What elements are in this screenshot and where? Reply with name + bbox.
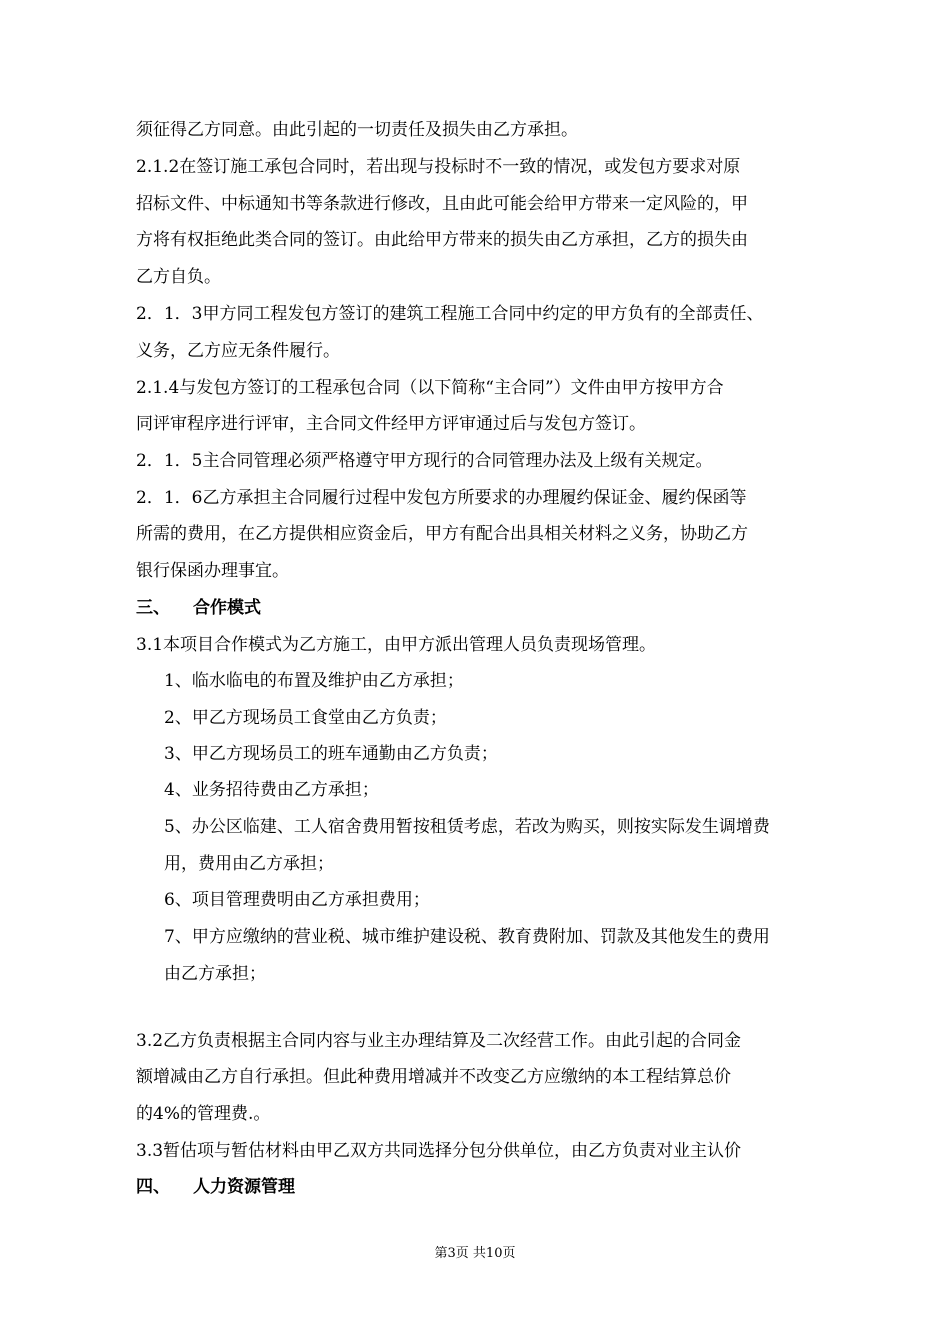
text-line: 2.1.4与发包方签订的工程承包合同（以下简称“主合同”）文件由甲方按甲方合 xyxy=(136,378,724,398)
list-item: 4、业务招待费由乙方承担； xyxy=(164,780,379,800)
section-heading: 合作模式 xyxy=(193,598,261,618)
text-line: 额增减由乙方自行承担。但此种费用增减并不改变乙方应缴纳的本工程结算总价 xyxy=(136,1067,731,1087)
text-line: 2.1.2在签订施工承包合同时，若出现与投标时不一致的情况，或发包方要求对原 xyxy=(136,157,741,177)
text-line: 银行保函办理事宜。 xyxy=(136,561,289,581)
list-item: 由乙方承担； xyxy=(164,964,266,984)
text-line: 义务，乙方应无条件履行。 xyxy=(136,341,340,361)
list-item: 7、甲方应缴纳的营业税、城市维护建设税、教育费附加、罚款及其他发生的费用 xyxy=(164,927,770,947)
list-item: 1、临水临电的布置及维护由乙方承担； xyxy=(164,671,464,691)
text-line: 3.1本项目合作模式为乙方施工，由甲方派出管理人员负责现场管理。 xyxy=(136,635,657,655)
list-item: 2、甲乙方现场员工食堂由乙方负责； xyxy=(164,708,447,728)
text-line: 同评审程序进行评审，主合同文件经甲方评审通过后与发包方签订。 xyxy=(136,414,646,434)
text-line: 所需的费用，在乙方提供相应资金后，甲方有配合出具相关材料之义务，协助乙方 xyxy=(136,524,748,544)
text-line: 须征得乙方同意。由此引起的一切责任及损失由乙方承担。 xyxy=(136,120,578,140)
page-footer: 第3页 共10页 xyxy=(434,1246,516,1261)
text-line: 招标文件、中标通知书等条款进行修改，且由此可能会给甲方带来一定风险的，甲 xyxy=(136,194,748,214)
text-line: 2．1．5主合同管理必须严格遵守甲方现行的合同管理办法及上级有关规定。 xyxy=(136,451,713,471)
section-number: 四、 xyxy=(136,1177,170,1197)
section-number: 三、 xyxy=(136,598,170,618)
text-line: 3.2乙方负责根据主合同内容与业主办理结算及二次经营工作。由此引起的合同金 xyxy=(136,1031,742,1051)
list-item: 5、办公区临建、工人宿舍费用暂按租赁考虑，若改为购买，则按实际发生调增费 xyxy=(164,817,770,837)
text-line: 2．1．6乙方承担主合同履行过程中发包方所要求的办理履约保证金、履约保函等 xyxy=(136,488,747,508)
list-item: 6、项目管理费明由乙方承担费用； xyxy=(164,890,430,910)
text-line: 的4%的管理费.。 xyxy=(136,1104,271,1124)
section-heading: 人力资源管理 xyxy=(193,1177,295,1197)
text-line: 3.3暂估项与暂估材料由甲乙双方共同选择分包分供单位，由乙方负责对业主认价 xyxy=(136,1141,742,1161)
text-line: 2．1．3甲方同工程发包方签订的建筑工程施工合同中约定的甲方负有的全部责任、 xyxy=(136,304,764,324)
text-line: 方将有权拒绝此类合同的签订。由此给甲方带来的损失由乙方承担，乙方的损失由 xyxy=(136,230,748,250)
text-line: 乙方自负。 xyxy=(136,267,221,287)
list-item: 3、甲乙方现场员工的班车通勤由乙方负责； xyxy=(164,744,498,764)
list-item: 用，费用由乙方承担； xyxy=(164,854,334,874)
